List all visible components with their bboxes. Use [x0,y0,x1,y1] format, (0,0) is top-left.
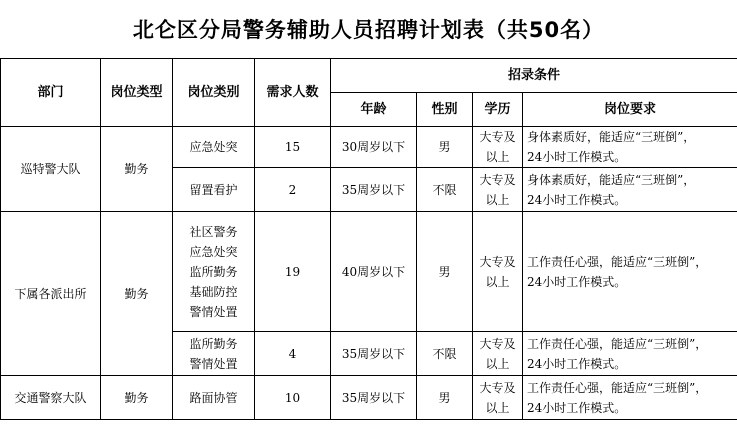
page-title: 北仑区分局警务辅助人员招聘计划表（共50名） [132,18,605,42]
education-cell: 大专及 以上 [473,212,523,332]
header-post-category: 岗位类别 [173,59,255,127]
education-cell: 大专及 以上 [473,376,523,420]
header-requirement: 岗位要求 [523,93,737,127]
requirement-cell: 身体素质好，能适应“三班倒”， 24小时工作模式。 [523,127,737,168]
gender-cell: 男 [417,212,473,332]
dept-cell: 交通警察大队 [1,376,101,420]
age-cell: 35周岁以下 [331,168,417,212]
age-cell: 40周岁以下 [331,212,417,332]
age-cell: 35周岁以下 [331,332,417,376]
category-cell: 监所勤务 警情处置 [173,332,255,376]
gender-cell: 不限 [417,332,473,376]
gender-cell: 男 [417,127,473,168]
education-cell: 大专及 以上 [473,127,523,168]
post-type-cell: 勤务 [101,376,173,420]
category-cell: 社区警务 应急处突 监所勤务 基础防控 警情处置 [173,212,255,332]
education-cell: 大专及 以上 [473,168,523,212]
category-cell: 应急处突 [173,127,255,168]
table-row [1,212,737,332]
count-cell: 2 [255,168,331,212]
education-cell: 大专及 以上 [473,332,523,376]
table-row [1,376,737,420]
count-cell: 4 [255,332,331,376]
requirement-cell: 工作责任心强，能适应“三班倒”， 24小时工作模式。 [523,376,737,420]
dept-cell: 下属各派出所 [1,212,101,376]
post-type-cell: 勤务 [101,127,173,212]
header-dept: 部门 [1,59,101,127]
requirement-cell: 工作责任心强，能适应“三班倒”， 24小时工作模式。 [523,332,737,376]
header-gender: 性别 [417,93,473,127]
category-cell: 路面协管 [173,376,255,420]
table-row [1,127,737,168]
header-education: 学历 [473,93,523,127]
header-conditions: 招录条件 [331,59,737,93]
age-cell: 35周岁以下 [331,376,417,420]
header-post-type: 岗位类型 [101,59,173,127]
requirement-cell: 身体素质好，能适应“三班倒”， 24小时工作模式。 [523,168,737,212]
recruitment-table [0,58,737,420]
gender-cell: 男 [417,376,473,420]
count-cell: 19 [255,212,331,332]
gender-cell: 不限 [417,168,473,212]
category-cell: 留置看护 [173,168,255,212]
header-age: 年龄 [331,93,417,127]
age-cell: 30周岁以下 [331,127,417,168]
header-count: 需求人数 [255,59,331,127]
requirement-cell: 工作责任心强，能适应“三班倒”， 24小时工作模式。 [523,212,737,332]
count-cell: 15 [255,127,331,168]
dept-cell: 巡特警大队 [1,127,101,212]
count-cell: 10 [255,376,331,420]
post-type-cell: 勤务 [101,212,173,376]
